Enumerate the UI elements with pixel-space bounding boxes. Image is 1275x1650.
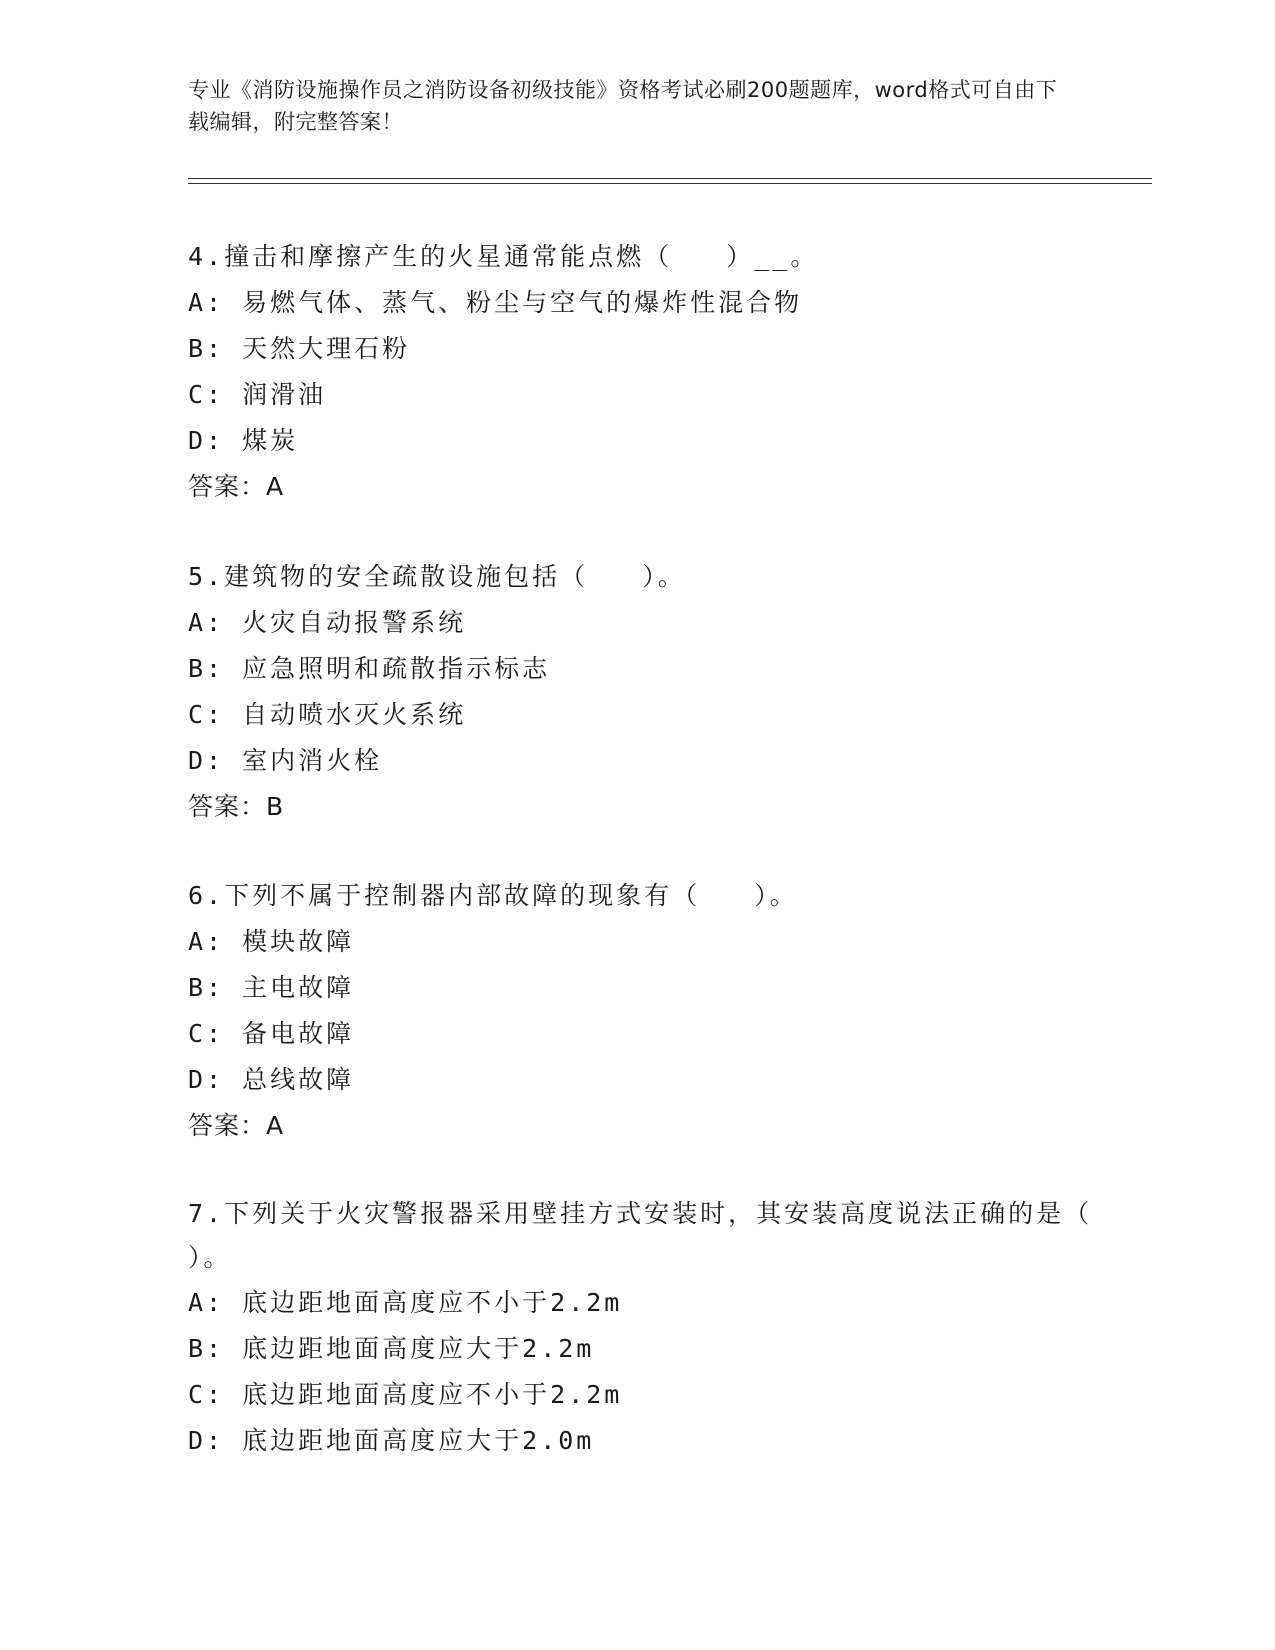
option-b: B: 主电故障 [188, 973, 355, 1002]
option-d: D: 室内消火栓 [188, 746, 383, 775]
option-d: D: 底边距地面高度应大于2.0m [188, 1426, 595, 1455]
option-a: A: 火灾自动报警系统 [188, 608, 467, 637]
option-c: C: 润滑油 [188, 380, 327, 409]
answer: 答案：A [188, 1111, 285, 1140]
answer: 答案：B [188, 792, 285, 821]
option-b: B: 底边距地面高度应大于2.2m [188, 1334, 595, 1363]
option-b: B: 天然大理石粉 [188, 334, 411, 363]
option-b: B: 应急照明和疏散指示标志 [188, 654, 551, 683]
option-a: A: 模块故障 [188, 927, 355, 956]
question-4 [188, 234, 1148, 510]
question-7 [188, 1192, 1148, 1464]
option-d: D: 煤炭 [188, 426, 299, 455]
question-stem: 4.撞击和摩擦产生的火星通常能点燃（ ）__。 [188, 242, 819, 271]
answer: 答案：A [188, 472, 285, 501]
option-d: D: 总线故障 [188, 1065, 355, 1094]
option-c: C: 底边距地面高度应不小于2.2m [188, 1380, 623, 1409]
option-c: C: 备电故障 [188, 1019, 355, 1048]
question-5 [188, 554, 1148, 830]
option-c: C: 自动喷水灭火系统 [188, 700, 467, 729]
question-stem: 5.建筑物的安全疏散设施包括（ ）。 [188, 562, 686, 591]
header-divider [188, 178, 1152, 184]
option-a: A: 易燃气体、蒸气、粉尘与空气的爆炸性混合物 [188, 288, 803, 317]
question-6 [188, 873, 1148, 1149]
document-header: 专业《消防设施操作员之消防设备初级技能》资格考试必刷200题题库，word格式可自由下载编辑，附完整答案！ [188, 78, 1058, 134]
question-stem: 7.下列关于火灾警报器采用壁挂方式安装时，其安装高度说法正确的是（ ）。 [188, 1199, 1147, 1272]
option-a: A: 底边距地面高度应不小于2.2m [188, 1288, 623, 1317]
question-stem: 6.下列不属于控制器内部故障的现象有（ ）。 [188, 881, 798, 910]
